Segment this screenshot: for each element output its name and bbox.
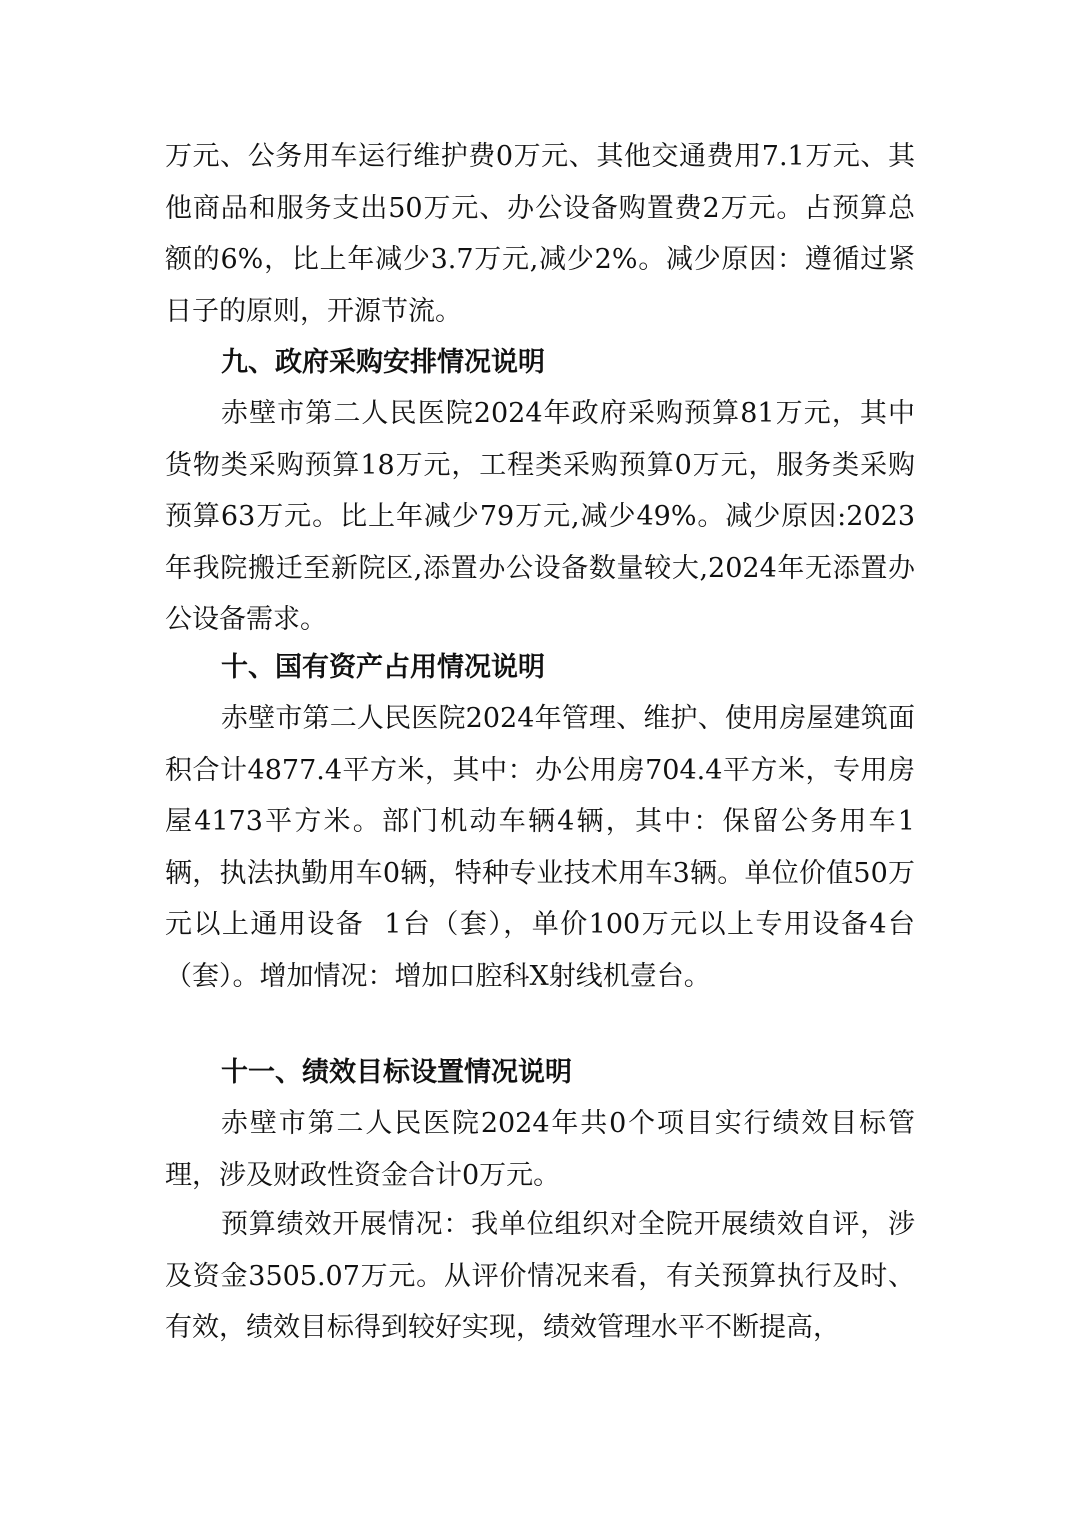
section-11-paragraph-2: 预算绩效开展情况：我单位组织对全院开展绩效自评，涉及资金3505.07万元。从评价情况来看，有关预算执行及时、有效，绩效目标得到较好实现，绩效管理水平不断提高， bbox=[165, 1209, 915, 1343]
section-10-paragraph: 赤壁市第二人民医院2024年管理、维护、使用房屋建筑面积合计4877.4平方米，其中：办公用房704.4平方米，专用房屋4173平方米。部门机动车辆4辆，其中：保留公务用车1辆，执法执勤用车0辆，特种专业技术用车3辆。单位价值50万元以上通用设备 1台（套），单价100万元以上专用设备4台（套）。增加情况：增加口腔科X射线机壹台。 bbox=[165, 703, 915, 992]
section-9-paragraph: 赤壁市第二人民医院2024年政府采购预算81万元，其中货物类采购预算18万元，工程类采购预算0万元，服务类采购预算63万元。比上年减少79万元,减少49%。减少原因:2023年我院搬迁至新院区,添置办公设备数量较大,2024年无添置办公设备需求。 bbox=[165, 398, 915, 635]
section-11-heading: 十一、绩效目标设置情况说明 bbox=[221, 1057, 572, 1088]
section-11-paragraph-1: 赤壁市第二人民医院2024年共0个项目实行绩效目标管理，涉及财政性资金合计0万元。 bbox=[165, 1108, 915, 1191]
intro-paragraph: 万元、公务用车运行维护费0万元、其他交通费用7.1万元、其他商品和服务支出50万元、办公设备购置费2万元。占预算总额的6%，比上年减少3.7万元,减少2%。减少原因：遵循过紧日子的原则，开源节流。 bbox=[165, 141, 915, 327]
section-9-heading: 九、政府采购安排情况说明 bbox=[221, 347, 545, 378]
section-10-heading: 十、国有资产占用情况说明 bbox=[221, 652, 545, 683]
